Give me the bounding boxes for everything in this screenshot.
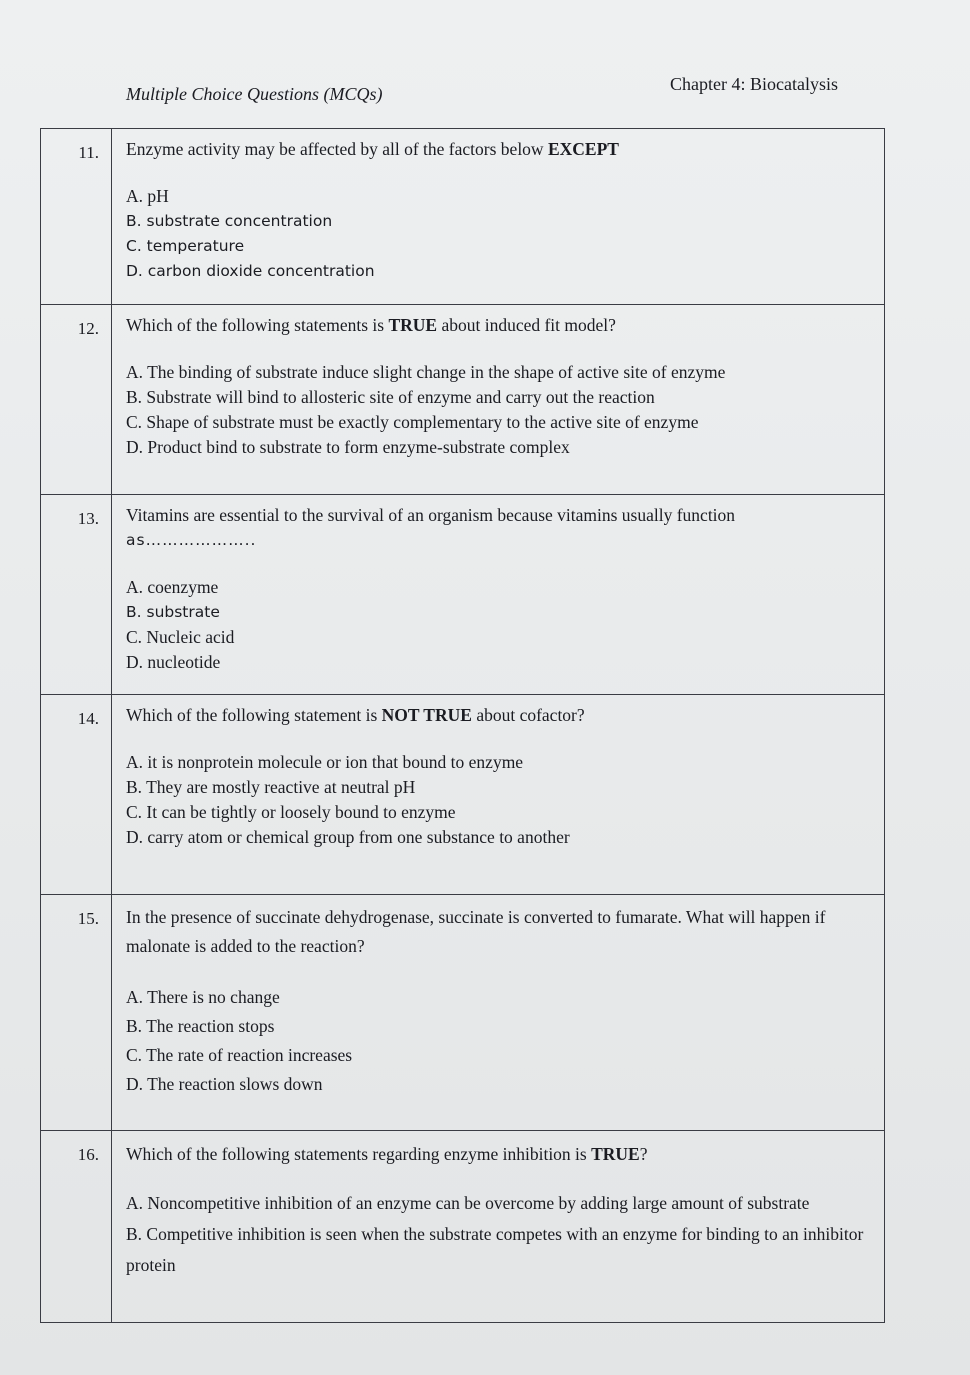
question-stem: Which of the following statements is TRUE about induced fit model? [126, 315, 616, 335]
question-stem-blank: as……………….. [126, 531, 257, 549]
option: C. Nucleic acid [126, 627, 235, 647]
option: D. Product bind to substrate to form enzyme-substrate complex [126, 437, 570, 457]
emphasis: EXCEPT [547, 139, 619, 159]
option: C. Shape of substrate must be exactly complementary to the active site of enzyme [126, 412, 699, 432]
question-cell [112, 1131, 885, 1323]
question-stem: Enzyme activity may be affected by all of the factors below EXCEPT [126, 139, 619, 159]
questions-table [40, 128, 885, 1323]
option: C. The rate of reaction increases [126, 1045, 353, 1065]
question-stem: Which of the following statement is NOT TRUE about cofactor? [126, 705, 585, 725]
question-cell [112, 495, 885, 695]
question-row [41, 495, 885, 695]
chapter-title: Chapter 4: Biocatalysis [670, 74, 838, 94]
question-number: 15. [41, 895, 112, 1131]
question-number: 16. [41, 1131, 112, 1323]
option: A. coenzyme [126, 577, 219, 597]
option: D. carbon dioxide concentration [126, 262, 375, 280]
section-title: Multiple Choice Questions (MCQs) [126, 84, 383, 104]
question-stem: In the presence of succinate dehydrogenase, succinate is converted to fumarate. What will happen if malonate is added to the reaction? [126, 907, 826, 956]
question-cell [112, 895, 885, 1131]
question-cell [112, 305, 885, 495]
question-number: 11. [41, 129, 112, 305]
option: B. Competitive inhibition is seen when the substrate competes with an enzyme for binding to an inhibitor protein [126, 1224, 864, 1275]
question-cell [112, 129, 885, 305]
question-number: 14. [41, 695, 112, 895]
question-row [41, 1131, 885, 1323]
option: D. The reaction slows down [126, 1074, 323, 1094]
emphasis: NOT TRUE [381, 705, 472, 725]
option: B. substrate concentration [126, 212, 333, 230]
question-stem: Which of the following statements regarding enzyme inhibition is TRUE? [126, 1144, 648, 1164]
option: B. substrate [126, 603, 220, 621]
question-number: 12. [41, 305, 112, 495]
question-row [41, 695, 885, 895]
emphasis: TRUE [388, 315, 438, 335]
option: B. They are mostly reactive at neutral pH [126, 777, 416, 797]
option: A. pH [126, 186, 169, 206]
emphasis: TRUE [591, 1144, 640, 1164]
question-number: 13. [41, 495, 112, 695]
question-row [41, 895, 885, 1131]
option: A. it is nonprotein molecule or ion that bound to enzyme [126, 752, 524, 772]
option: C. temperature [126, 237, 245, 255]
option: A. The binding of substrate induce slight change in the shape of active site of enzyme [126, 362, 726, 382]
option: B. Substrate will bind to allosteric site of enzyme and carry out the reaction [126, 387, 655, 407]
option: A. There is no change [126, 987, 280, 1007]
question-row [41, 129, 885, 305]
option: D. nucleotide [126, 652, 221, 672]
option: A. Noncompetitive inhibition of an enzyme can be overcome by adding large amount of substrate [126, 1193, 810, 1213]
question-row [41, 305, 885, 495]
option: B. The reaction stops [126, 1016, 275, 1036]
option: D. carry atom or chemical group from one substance to another [126, 827, 570, 847]
option: C. It can be tightly or loosely bound to enzyme [126, 802, 456, 822]
question-cell [112, 695, 885, 895]
question-stem: Vitamins are essential to the survival of an organism because vitamins usually function [126, 505, 736, 525]
